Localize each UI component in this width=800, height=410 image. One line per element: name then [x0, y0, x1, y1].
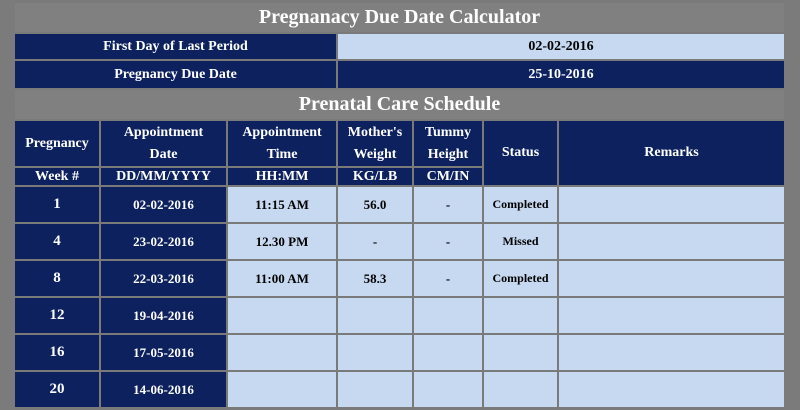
right-margin	[784, 0, 800, 410]
remarks-cell[interactable]	[559, 372, 784, 407]
time-cell[interactable]	[228, 298, 336, 333]
week-cell: 12	[15, 298, 99, 333]
schedule-title: Prenatal Care Schedule	[15, 90, 784, 119]
weight-cell[interactable]	[338, 372, 412, 407]
time-cell[interactable]: 11:15 AM	[228, 187, 336, 222]
date-cell: 23-02-2016	[101, 224, 226, 259]
header-remarks: Remarks	[559, 121, 784, 185]
week-cell: 8	[15, 261, 99, 296]
unit-weight: KG/LB	[338, 168, 412, 185]
weight-cell[interactable]	[338, 335, 412, 370]
header-pregnancy: Pregnancy	[15, 121, 99, 166]
unit-week: Week #	[15, 168, 99, 185]
date-cell: 17-05-2016	[101, 335, 226, 370]
header-tummy-height: Tummy Height	[414, 121, 482, 166]
remarks-cell[interactable]	[559, 224, 784, 259]
date-cell: 02-02-2016	[101, 187, 226, 222]
date-cell: 14-06-2016	[101, 372, 226, 407]
unit-date: DD/MM/YYYY	[101, 168, 226, 185]
height-cell[interactable]: -	[414, 224, 482, 259]
height-cell[interactable]	[414, 372, 482, 407]
date-cell: 22-03-2016	[101, 261, 226, 296]
remarks-cell[interactable]	[559, 298, 784, 333]
status-cell[interactable]	[484, 335, 557, 370]
height-cell[interactable]	[414, 335, 482, 370]
status-cell[interactable]	[484, 298, 557, 333]
week-cell: 4	[15, 224, 99, 259]
unit-time: HH:MM	[228, 168, 336, 185]
status-cell[interactable]: Completed	[484, 261, 557, 296]
time-cell[interactable]: 12.30 PM	[228, 224, 336, 259]
height-cell[interactable]	[414, 298, 482, 333]
first-day-input[interactable]: 02-02-2016	[338, 34, 784, 59]
calculator-title: Pregnanacy Due Date Calculator	[15, 3, 784, 32]
due-date-value: 25-10-2016	[338, 61, 784, 88]
status-cell[interactable]: Completed	[484, 187, 557, 222]
time-cell[interactable]: 11:00 AM	[228, 261, 336, 296]
height-cell[interactable]: -	[414, 187, 482, 222]
weight-cell[interactable]	[338, 298, 412, 333]
weight-cell[interactable]: 56.0	[338, 187, 412, 222]
status-cell[interactable]	[484, 372, 557, 407]
week-cell: 16	[15, 335, 99, 370]
height-cell[interactable]: -	[414, 261, 482, 296]
time-cell[interactable]	[228, 335, 336, 370]
remarks-cell[interactable]	[559, 261, 784, 296]
header-status: Status	[484, 121, 557, 185]
header-appointment-date: Appointment Date	[101, 121, 226, 166]
week-cell: 20	[15, 372, 99, 407]
status-cell[interactable]: Missed	[484, 224, 557, 259]
first-day-label: First Day of Last Period	[15, 34, 336, 59]
unit-height: CM/IN	[414, 168, 482, 185]
weight-cell[interactable]: -	[338, 224, 412, 259]
header-mothers-weight: Mother's Weight	[338, 121, 412, 166]
remarks-cell[interactable]	[559, 335, 784, 370]
weight-cell[interactable]: 58.3	[338, 261, 412, 296]
header-appointment-time: Appointment Time	[228, 121, 336, 166]
left-margin	[0, 0, 15, 410]
time-cell[interactable]	[228, 372, 336, 407]
due-date-label: Pregnancy Due Date	[15, 61, 336, 88]
date-cell: 19-04-2016	[101, 298, 226, 333]
remarks-cell[interactable]	[559, 187, 784, 222]
week-cell: 1	[15, 187, 99, 222]
